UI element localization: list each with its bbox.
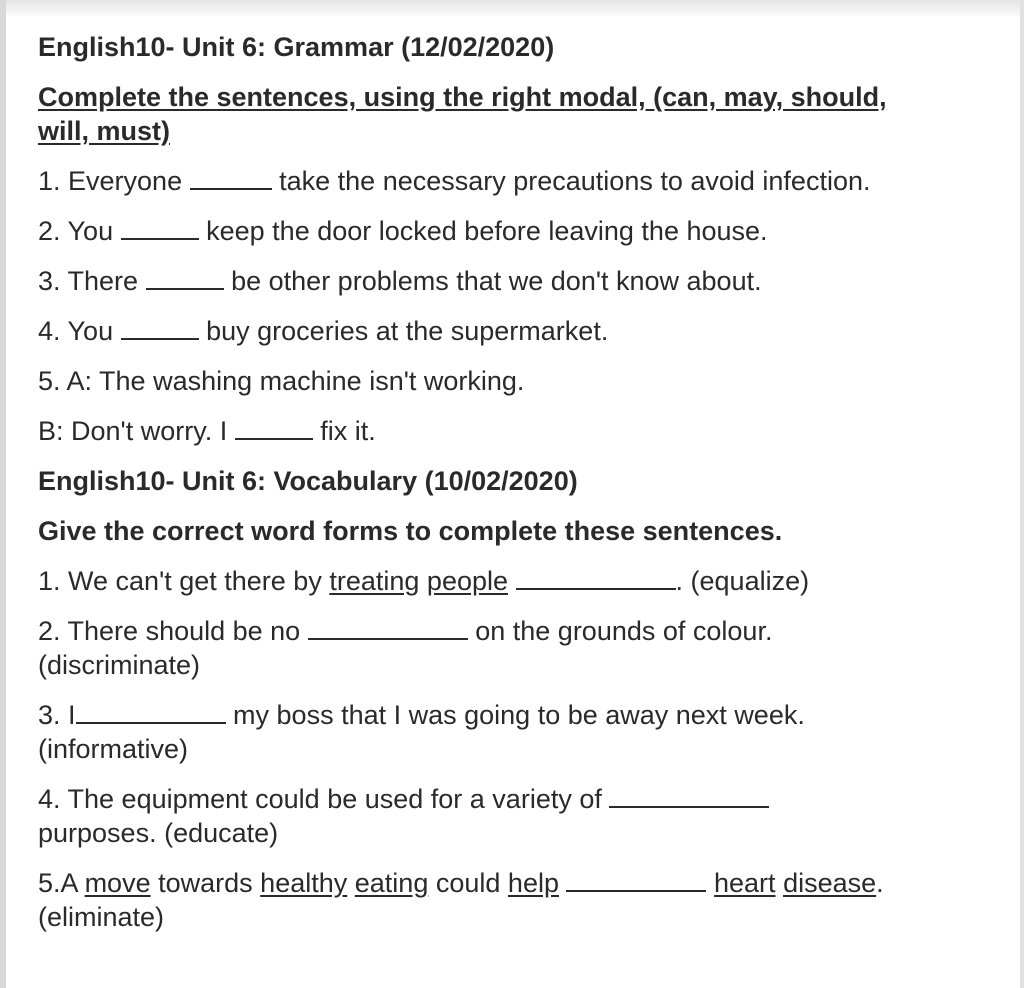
- item-text: 4. You: [38, 316, 114, 346]
- answer-blank[interactable]: [121, 316, 199, 340]
- grammar-item-4: [38, 314, 998, 348]
- answer-blank[interactable]: [609, 784, 769, 808]
- left-edge: [0, 0, 6, 988]
- item-text: could: [435, 868, 501, 898]
- answer-blank[interactable]: [235, 416, 313, 440]
- answer-blank[interactable]: [190, 166, 272, 190]
- vocabulary-instruction: Give the correct word forms to complete these sentences.: [38, 516, 783, 546]
- item-text: keep the door locked before leaving the house.: [206, 216, 768, 246]
- right-edge: [1020, 0, 1024, 988]
- item-text: be other problems that we don't know about.: [231, 266, 762, 296]
- underlined-word: move: [84, 868, 151, 898]
- underlined-word: disease: [783, 868, 877, 898]
- answer-blank[interactable]: [516, 566, 676, 590]
- item-text: take the necessary precautions to avoid infection.: [279, 166, 871, 196]
- item-text: buy groceries at the supermarket.: [206, 316, 609, 346]
- vocab-item-5-hint: (eliminate): [38, 902, 165, 932]
- vocab-item-3: [38, 698, 998, 732]
- underlined-word: eating: [354, 868, 429, 898]
- underlined-word: treating: [329, 566, 420, 596]
- grammar-title: English10- Unit 6: Grammar (12/02/2020): [38, 32, 555, 62]
- item-text: on the grounds of colour.: [475, 616, 773, 646]
- underlined-word: healthy: [260, 868, 348, 898]
- answer-blank[interactable]: [76, 700, 226, 724]
- grammar-item-5a: 5. A: The washing machine isn't working.: [38, 366, 525, 396]
- answer-blank[interactable]: [121, 216, 199, 240]
- grammar-instruction-line1: Complete the sentences, using the right modal, (can, may, should,: [38, 82, 887, 112]
- vocab-item-2: [38, 614, 998, 648]
- answer-blank[interactable]: [146, 266, 224, 290]
- grammar-item-5b: [38, 414, 998, 448]
- item-text: fix it.: [320, 416, 376, 446]
- vocab-item-2-hint: (discriminate): [38, 650, 201, 680]
- vocab-item-5: [38, 866, 998, 900]
- vocabulary-title: English10- Unit 6: Vocabulary (10/02/2020): [38, 466, 578, 496]
- item-text: 1. Everyone: [38, 166, 183, 196]
- item-text: 3. There: [38, 266, 139, 296]
- item-text: 2. You: [38, 216, 114, 246]
- worksheet: [38, 30, 998, 934]
- item-text: . (equalize): [675, 566, 810, 596]
- item-text: 2. There should be no: [38, 616, 301, 646]
- grammar-item-2: [38, 214, 998, 248]
- underlined-word: people: [426, 566, 509, 596]
- item-text: 4. The equipment could be used for a variety of: [38, 784, 602, 814]
- vocab-item-4-hint: purposes. (educate): [38, 818, 279, 848]
- underlined-word: heart: [714, 868, 776, 898]
- underlined-word: help: [507, 868, 559, 898]
- answer-blank[interactable]: [566, 868, 706, 892]
- item-text: .: [876, 868, 884, 898]
- grammar-item-3: [38, 264, 998, 298]
- item-text: B: Don't worry. I: [38, 416, 228, 446]
- item-text: my boss that I was going to be away next week.: [233, 700, 805, 730]
- grammar-instruction-line2: will, must): [38, 116, 171, 146]
- item-text: 1. We can't get there by: [38, 566, 322, 596]
- vocab-item-4: [38, 782, 998, 816]
- answer-blank[interactable]: [308, 616, 468, 640]
- vocab-item-3-hint: (informative): [38, 734, 189, 764]
- top-shadow: [0, 0, 1024, 16]
- item-text: towards: [158, 868, 253, 898]
- grammar-item-1: [38, 164, 998, 198]
- item-text: 3. I: [38, 700, 76, 730]
- item-text: 5.A: [38, 868, 78, 898]
- vocab-item-1: [38, 564, 998, 598]
